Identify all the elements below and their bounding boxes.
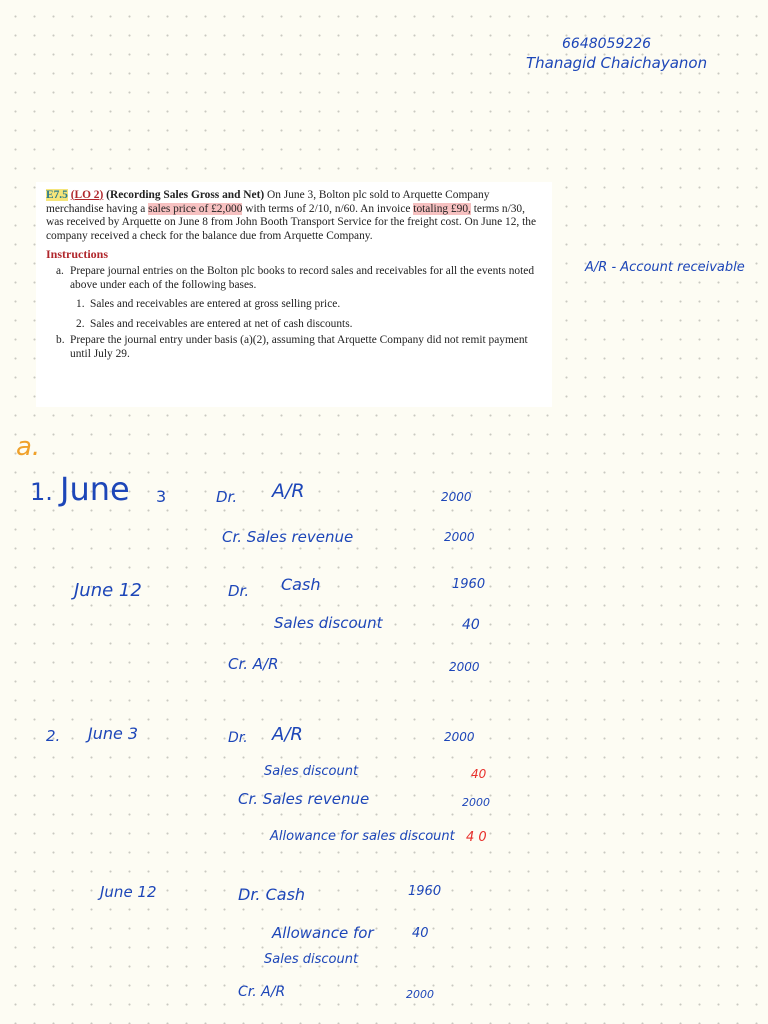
s2-cr1: Cr. Sales revenue <box>238 790 370 808</box>
exercise-text: E7.5 (LO 2) (Recording Sales Gross and Net) On June 3, Bolton plc sold to Arquette Company merchandise having a sales price of £2,000 with terms of 2/10, n/60. An invoice totaling £90, terms n/30, was received by Arquette on June 8 from John Booth Transport Service for the freight cost. On June 12, the company received a check for the balance due from Arquette Company. <box>46 189 537 242</box>
s1-dr2: Dr. <box>228 582 250 600</box>
s2-acc4: Allowance for <box>272 924 374 942</box>
s1-dr1: Dr. <box>216 488 238 506</box>
highlight-invoice: totaling £90, <box>413 202 471 215</box>
s1-cr1: Cr. Sales revenue <box>222 528 354 546</box>
s1-amt5: 2000 <box>449 660 480 674</box>
s2-cr2: Cr. A/R <box>238 984 286 1000</box>
s2-acc2: Sales discount <box>264 764 359 779</box>
s2-number: 2. <box>46 727 61 745</box>
s2-acc4b: Sales discount <box>264 952 359 967</box>
s1-number: 1. <box>30 478 53 506</box>
instruction-subitem-1: 1. Sales and receivables are entered at gross selling price. <box>76 298 341 311</box>
exercise-code: E7.5 <box>46 189 68 201</box>
highlight-sales-price: sales price of £2,000 <box>148 202 243 215</box>
s1-date1: June <box>60 470 130 508</box>
exercise-lo[interactable]: (LO 2) <box>70 189 104 201</box>
instruction-item-b: b. Prepare the journal entry under basis (a)(2), assuming that Arquette Company did not remit payment until July 29. <box>56 334 528 360</box>
s2-date2: June 12 <box>100 883 157 901</box>
s2-amt5: 1960 <box>408 884 442 899</box>
s2-dr1: Dr. <box>228 730 248 746</box>
s1-amt4: 40 <box>462 617 480 633</box>
note-ar-definition: A/R - Account receivable <box>585 260 745 275</box>
instruction-subitem-2: 2. Sales and receivables are entered at net of cash discounts. <box>76 317 353 330</box>
s2-amt1: 2000 <box>444 730 475 744</box>
instruction-item-a: a. Prepare journal entries on the Bolton plc books to record sales and receivables for all the events noted above under each of the following bases. <box>56 264 535 291</box>
s2-dr2: Dr. Cash <box>238 885 306 904</box>
s1-amt2: 2000 <box>444 530 475 544</box>
s1-date1-day: 3 <box>156 487 167 506</box>
s1-acc3: Sales discount <box>274 614 383 632</box>
s2-amt6: 40 <box>412 926 429 941</box>
s1-amt1: 2000 <box>441 490 472 504</box>
s2-date1: June 3 <box>88 724 139 743</box>
s2-amt3: 2000 <box>462 796 490 809</box>
s1-acc1: A/R <box>272 480 305 502</box>
s2-amt4: 4 0 <box>466 830 487 845</box>
student-id: 6648059226 <box>562 36 652 52</box>
instructions-heading: Instructions <box>46 247 109 262</box>
s1-acc2: Cash <box>281 575 321 594</box>
s2-acc1: A/R <box>272 724 303 745</box>
student-name: Thanagid Chaichayanon <box>526 54 708 72</box>
exercise-title: (Recording Sales Gross and Net) <box>106 189 265 201</box>
exercise-card <box>36 182 552 407</box>
s1-cr2: Cr. A/R <box>228 655 279 673</box>
s1-date2: June 12 <box>74 580 142 601</box>
s2-acc3: Allowance for sales discount <box>270 829 455 844</box>
part-a-label: a. <box>16 432 41 462</box>
s1-amt3: 1960 <box>452 577 486 592</box>
s2-amt7: 2000 <box>406 988 434 1001</box>
s2-amt2: 40 <box>471 767 487 781</box>
